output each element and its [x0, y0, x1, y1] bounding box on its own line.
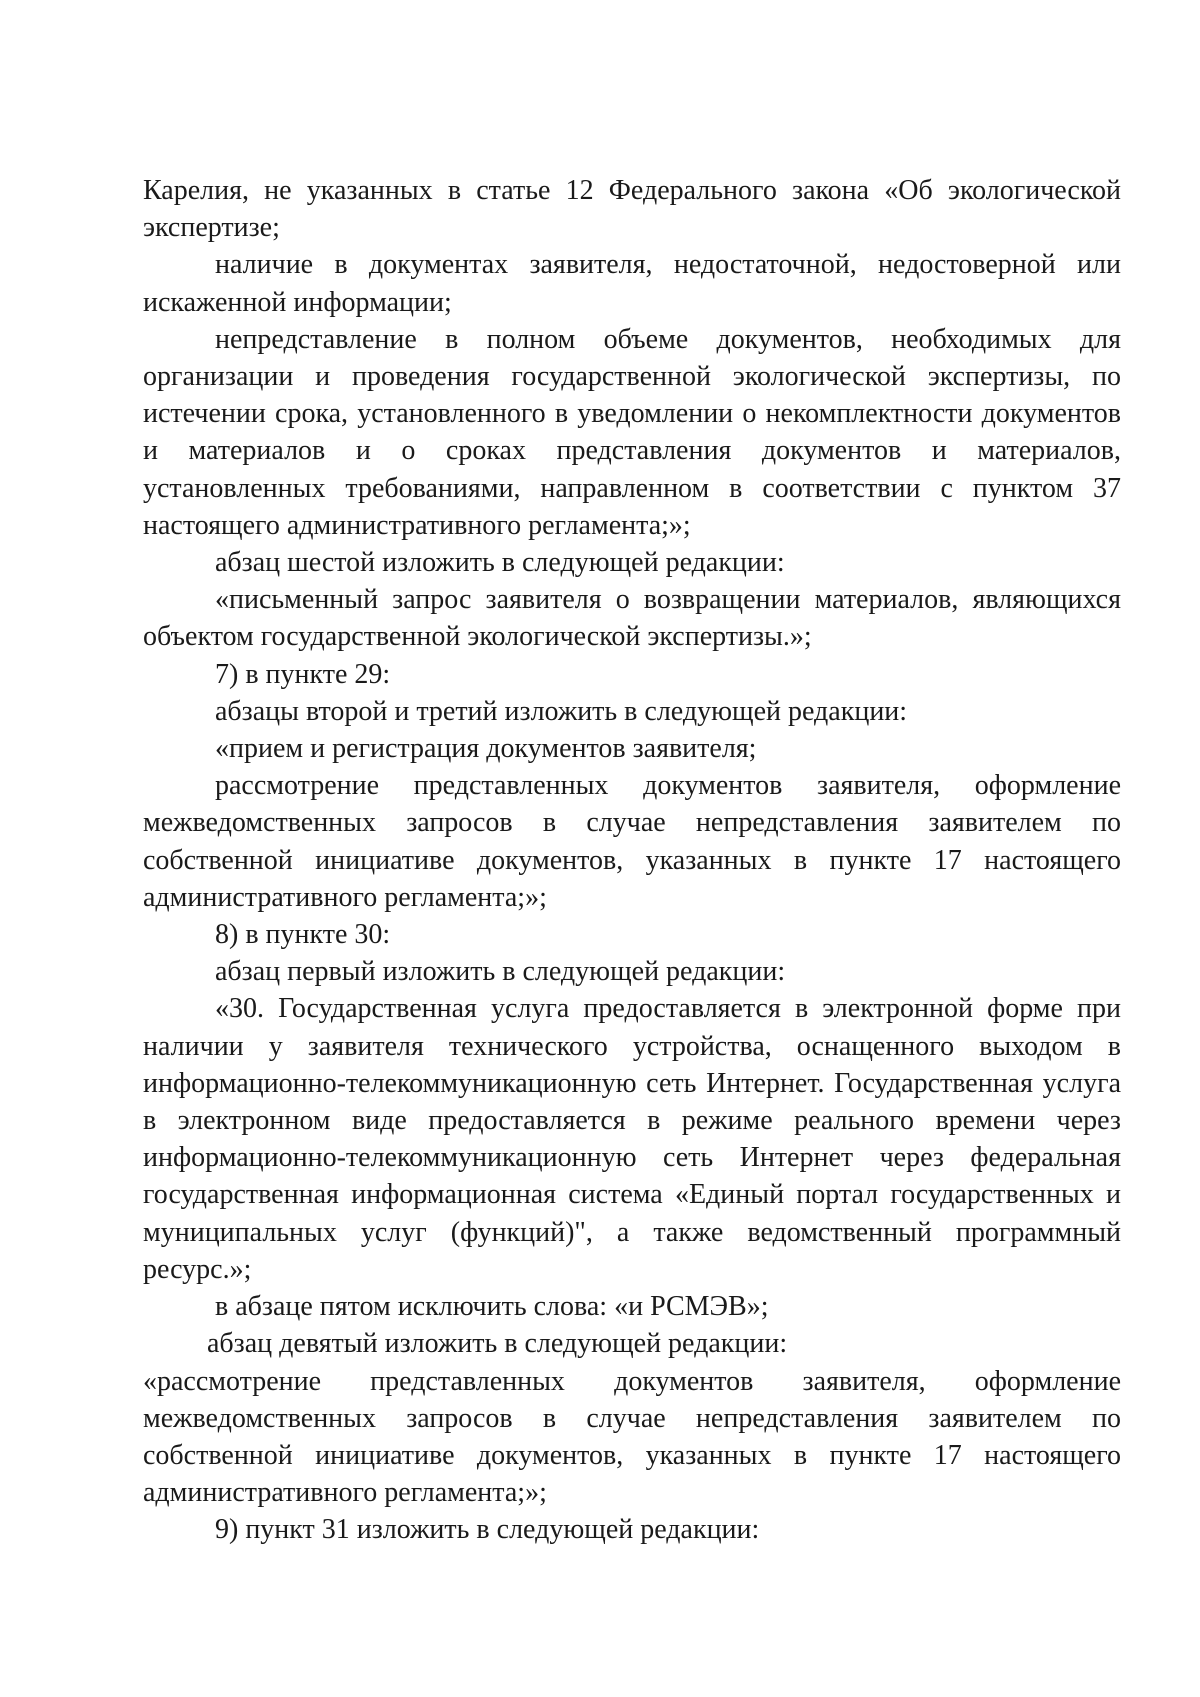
paragraph-written-request: «письменный запрос заявителя о возвращении материалов, являющихся объектом государственной экологической экспертизы.»;	[143, 584, 1121, 653]
paragraph-item-7: 7) в пункте 29:	[215, 658, 391, 690]
paragraph-inaccurate-info: наличие в документах заявителя, недостаточной, недостоверной или искаженной информации;	[143, 249, 1121, 318]
paragraph-item-8: 8) в пункте 30:	[215, 919, 391, 951]
paragraph-consideration-repeat: «рассмотрение представленных документов заявителя, оформление межведомственных запросов в случае непредставления заявителем по собственной инициативе документов, указанных в пункте 17 настоящего административного регламента;»;	[143, 1365, 1121, 1509]
paragraph-item-30-text: «30. Государственная услуга предоставляется в электронной форме при наличии у заявителя технического устройства, оснащенного выходом в информационно-телекоммуникационную сеть Интернет. Государственная услуга в электронном виде предоставляется в режиме реального времени через информационно-телекоммуникационную сеть Интернет через федеральная государственная информационная система «Единый портал государственных и муниципальных услуг (функций)", а также ведомственный программный ресурс.»;	[143, 993, 1121, 1285]
document-page	[143, 172, 1121, 1549]
paragraph-consideration: рассмотрение представленных документов заявителя, оформление межведомственных запросов в случае непредставления заявителем по собственной инициативе документов, указанных в пункте 17 настоящего административного регламента;»;	[143, 770, 1121, 913]
paragraph-second-third-abzac: абзацы второй и третий изложить в следующей редакции:	[215, 695, 908, 727]
paragraph-sixth-abzac: абзац шестой изложить в следующей редакции:	[215, 547, 785, 579]
paragraph-reception-registration: «прием и регистрация документов заявителя;	[215, 733, 757, 765]
paragraph-fifth-abzac: в абзаце пятом исключить слова: «и РСМЭВ»;	[215, 1291, 769, 1323]
paragraph-ninth-abzac: абзац девятый изложить в следующей редакции:	[207, 1328, 788, 1360]
paragraph-first-abzac: абзац первый изложить в следующей редакции:	[215, 956, 786, 988]
paragraph-item-9: 9) пункт 31 изложить в следующей редакции:	[215, 1514, 760, 1546]
paragraph-karelia: Карелия, не указанных в статье 12 Федерального закона «Об экологической экспертизе;	[143, 175, 1121, 244]
paragraph-incomplete-documents: непредставление в полном объеме документов, необходимых для организации и проведения государственной экологической экспертизы, по истечении срока, установленного в уведомлении о некомплектности документов и материалов и о сроках представления документов и материалов, установленных требованиями, направленном в соответствии с пунктом 37 настоящего административного регламента;»;	[143, 323, 1121, 541]
